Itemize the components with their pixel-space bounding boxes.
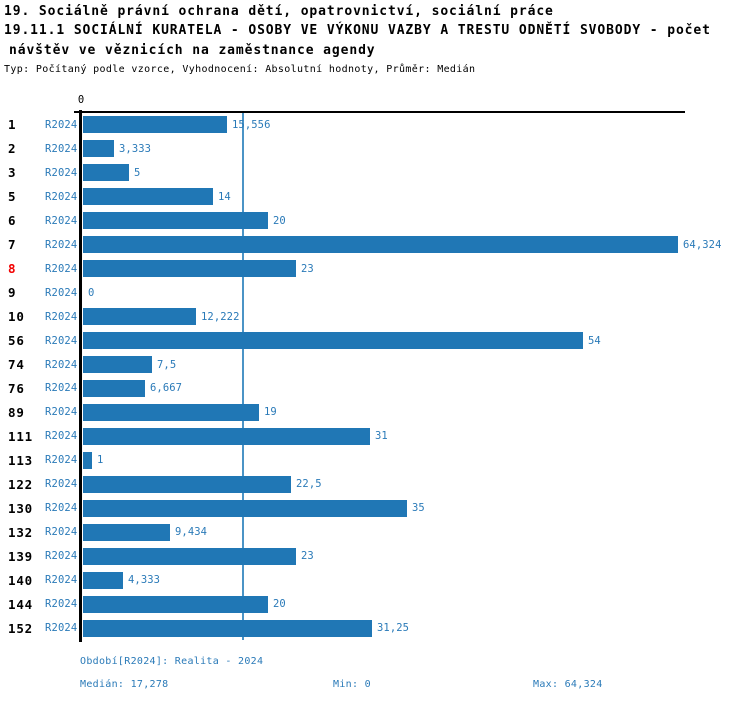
row-category-label: 130: [8, 500, 33, 516]
row-category-label: 8: [8, 261, 17, 277]
row-category-label: 113: [8, 452, 33, 468]
row-bar: [83, 188, 213, 205]
row-value-label: 6,667: [150, 382, 183, 395]
chart-row: [0, 161, 750, 185]
row-category-label: 6: [8, 213, 17, 229]
chart-row: [0, 592, 750, 616]
row-category-label: 139: [8, 548, 33, 564]
chart-row: [0, 233, 750, 257]
row-period-label: R2024: [45, 430, 78, 443]
row-bar: [83, 572, 123, 589]
report-title-line2: 19.11.1 SOCIÁLNÍ KURATELA - OSOBY VE VÝKONU VAZBY A TRESTU ODNĚTÍ SVOBODY - počet: [4, 23, 711, 38]
row-bar: [83, 308, 196, 325]
row-period-label: R2024: [45, 142, 78, 155]
row-bar: [83, 620, 372, 637]
row-bar: [83, 260, 296, 277]
row-period-label: R2024: [45, 238, 78, 251]
row-value-label: 9,434: [175, 526, 208, 539]
chart-row: [0, 185, 750, 209]
row-bar: [83, 452, 92, 469]
row-category-label: 111: [8, 428, 33, 444]
chart-row: [0, 472, 750, 496]
row-value-label: 14: [218, 190, 231, 203]
row-period-label: R2024: [45, 478, 78, 491]
row-value-label: 23: [301, 550, 314, 563]
row-value-label: 12,222: [201, 310, 240, 323]
row-category-label: 56: [8, 333, 25, 349]
chart-row: [0, 424, 750, 448]
row-period-label: R2024: [45, 334, 78, 347]
row-period-label: R2024: [45, 286, 78, 299]
row-period-label: R2024: [45, 262, 78, 275]
row-bar: [83, 404, 259, 421]
chart-row: [0, 616, 750, 640]
chart-row: [0, 568, 750, 592]
row-period-label: R2024: [45, 550, 78, 563]
row-category-label: 76: [8, 380, 25, 396]
row-value-label: 3,333: [119, 142, 152, 155]
row-category-label: 140: [8, 572, 33, 588]
chart-row: [0, 305, 750, 329]
row-period-label: R2024: [45, 406, 78, 419]
row-bar: [83, 476, 291, 493]
row-value-label: 23: [301, 262, 314, 275]
row-value-label: 15,556: [232, 118, 271, 131]
footer-max-stat: Max: 64,324: [533, 679, 603, 690]
row-category-label: 132: [8, 524, 33, 540]
row-period-label: R2024: [45, 214, 78, 227]
row-value-label: 54: [588, 334, 601, 347]
chart-row: [0, 496, 750, 520]
row-period-label: R2024: [45, 574, 78, 587]
row-bar: [83, 356, 152, 373]
row-category-label: 122: [8, 476, 33, 492]
chart-row: [0, 400, 750, 424]
row-bar: [83, 212, 268, 229]
chart-row: [0, 448, 750, 472]
row-value-label: 20: [273, 214, 286, 227]
row-period-label: R2024: [45, 454, 78, 467]
row-value-label: 31,25: [377, 622, 410, 634]
report-meta-line: Typ: Počítaný podle vzorce, Vyhodnocení: Absolutní hodnoty, Průměr: Medián: [4, 64, 476, 75]
report-title-line1: 19. Sociálně právní ochrana dětí, opatrovnictví, sociální práce: [4, 4, 554, 19]
chart-row: [0, 257, 750, 281]
row-category-label: 10: [8, 309, 25, 325]
y-axis-line: [79, 110, 82, 642]
row-bar: [83, 428, 370, 445]
row-category-label: 7: [8, 237, 17, 253]
row-period-label: R2024: [45, 526, 78, 539]
row-value-label: 4,333: [128, 574, 161, 587]
row-bar: [83, 380, 145, 397]
row-bar: [83, 332, 583, 349]
row-value-label: 19: [264, 406, 277, 419]
footer-median-stat: Medián: 17,278: [80, 679, 169, 690]
chart-row: [0, 376, 750, 400]
row-bar: [83, 164, 129, 181]
chart-row: [0, 281, 750, 305]
row-period-label: R2024: [45, 358, 78, 371]
chart-row: [0, 329, 750, 353]
row-category-label: 89: [8, 404, 25, 420]
row-category-label: 152: [8, 620, 33, 636]
row-value-label: 1: [97, 454, 104, 467]
row-bar: [83, 548, 296, 565]
row-bar: [83, 500, 407, 517]
chart-row: [0, 209, 750, 233]
footer-period-label: Období[R2024]: Realita - 2024: [80, 656, 264, 667]
row-period-label: R2024: [45, 190, 78, 203]
chart-row: [0, 520, 750, 544]
row-period-label: R2024: [45, 310, 78, 323]
row-bar: [83, 140, 114, 157]
row-period-label: R2024: [45, 622, 78, 634]
chart-row: [0, 113, 750, 137]
row-period-label: R2024: [45, 502, 78, 515]
row-bar: [83, 596, 268, 613]
row-period-label: R2024: [45, 166, 78, 179]
report-title-line3: návštěv ve věznicích na zaměstnance agendy: [9, 43, 376, 58]
footer-min-stat: Min: 0: [333, 679, 371, 690]
row-category-label: 9: [8, 285, 17, 301]
row-period-label: R2024: [45, 382, 78, 395]
row-value-label: 20: [273, 598, 286, 611]
row-value-label: 7,5: [157, 358, 177, 371]
row-value-label: 64,324: [683, 238, 722, 251]
row-bar: [83, 116, 227, 133]
chart-row: [0, 353, 750, 377]
row-category-label: 1: [8, 117, 17, 133]
row-category-label: 3: [8, 165, 17, 181]
row-value-label: 35: [412, 502, 425, 515]
chart-row: [0, 544, 750, 568]
row-period-label: R2024: [45, 118, 78, 131]
row-value-label: 22,5: [296, 478, 322, 491]
chart-row: [0, 137, 750, 161]
row-value-label: 0: [88, 286, 95, 299]
row-category-label: 144: [8, 596, 33, 612]
row-category-label: 5: [8, 189, 17, 205]
row-value-label: 31: [375, 430, 388, 443]
row-bar: [83, 524, 170, 541]
x-axis-zero-tick-label: 0: [77, 94, 85, 106]
row-category-label: 74: [8, 357, 25, 372]
row-bar: [83, 236, 678, 253]
row-period-label: R2024: [45, 598, 78, 611]
row-value-label: 5: [134, 166, 141, 179]
row-category-label: 2: [8, 141, 17, 157]
